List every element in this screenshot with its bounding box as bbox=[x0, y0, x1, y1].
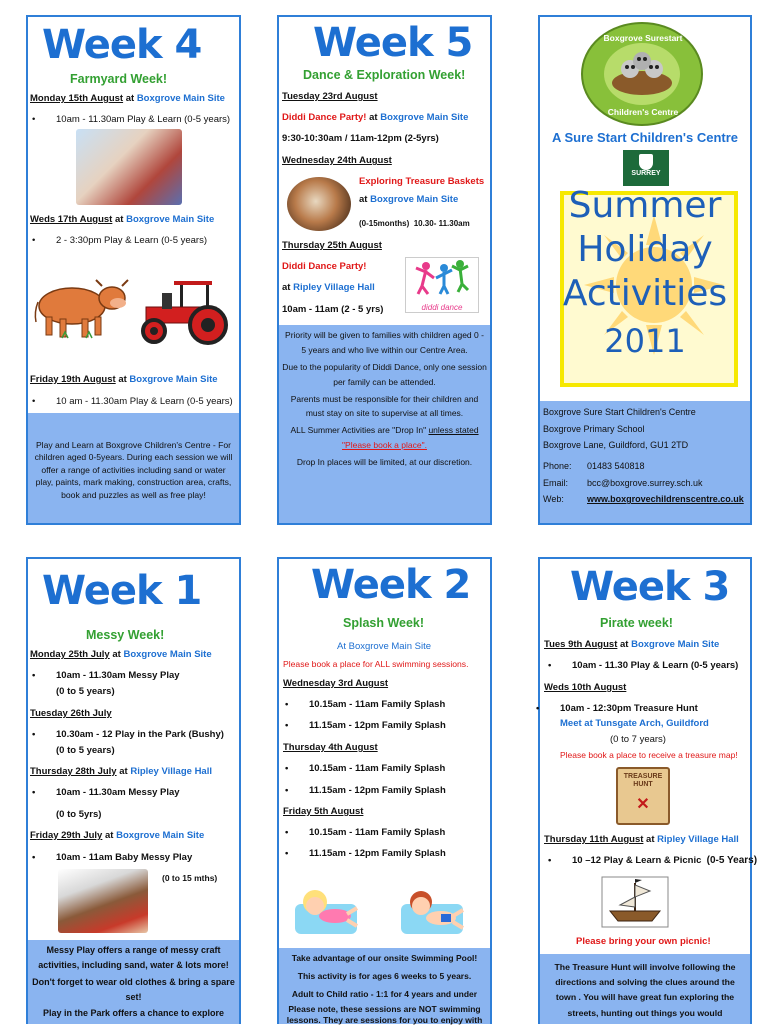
week1-friday-ages: (0 to 15 mths) bbox=[162, 873, 218, 883]
week4-title: Week 4 bbox=[42, 22, 202, 68]
week1-monday-ages: (0 to 5 years) bbox=[56, 686, 115, 697]
week4-footer: Play and Learn at Boxgrove Children's Centre - For children aged 0-5years. During each session we will offer a range of activities including sand or water play, paints, mark making, construction area, crafts, book and puzzles as well as free play! bbox=[28, 413, 239, 523]
week1-tuesday-time: • 10.30am - 12 Play in the Park (Bushy) bbox=[56, 729, 224, 740]
week5-tuesday: Tuesday 23rd August bbox=[282, 91, 378, 102]
web-link[interactable]: www.boxgrovechildrenscentre.co.uk bbox=[587, 494, 744, 505]
heading-year: 2011 bbox=[604, 322, 686, 360]
diddi-dance-logo-text: diddi dance bbox=[421, 303, 463, 312]
week5-thursday: Thursday 25th August bbox=[282, 240, 382, 251]
address-line-2: Boxgrove Primary School bbox=[543, 423, 645, 434]
week5-thursday-site: at Ripley Village Hall bbox=[282, 282, 375, 293]
week3-tuesday-time: • 10am - 11.30 Play & Learn (0-5 years) bbox=[572, 660, 738, 671]
play-learn-photo bbox=[76, 129, 182, 205]
week5-tuesday-times: 9:30-10:30am / 11am-12pm (2-5yrs) bbox=[282, 133, 439, 144]
week5-title: Week 5 bbox=[313, 20, 473, 66]
week4-wednesday: Weds 17th August at Boxgrove Main Site bbox=[30, 214, 215, 225]
week3-thursday-time: 10 –12 Play & Learn & Picnic (0-5 Years) bbox=[572, 855, 758, 866]
web-row: Web: www.boxgrovechildrenscentre.co.uk bbox=[543, 494, 744, 505]
week1-thursday-ages: (0 to 5yrs) bbox=[56, 809, 102, 820]
week1-friday-time: • 10am - 11am Baby Messy Play bbox=[56, 852, 192, 863]
diddi-dance-logo bbox=[405, 257, 479, 313]
swimmer-boy-illustration bbox=[399, 884, 465, 940]
treasure-basket-photo bbox=[287, 177, 351, 231]
week3-title: Week 3 bbox=[570, 564, 730, 610]
map-cross-icon: ✕ bbox=[636, 796, 650, 814]
surrey-logo bbox=[623, 150, 669, 186]
week2-panel bbox=[277, 557, 492, 1024]
email-row: Email: bcc@boxgrove.surrey.sch.uk bbox=[543, 477, 703, 488]
week1-footer: Messy Play offers a range of messy craft activities, including sand, water & lots more! Don't forget to wear old clothes & bring a spare set! Play in the Park offers a chance to explore bbox=[28, 940, 239, 1024]
week3-thursday: Thursday 11th August at Ripley Village Hall bbox=[544, 834, 739, 845]
week4-panel bbox=[26, 15, 241, 525]
logo-text-top: Boxgrove Surestart bbox=[603, 33, 683, 43]
week2-friday: Friday 5th August bbox=[283, 806, 364, 817]
surrey-crest-icon bbox=[639, 154, 653, 170]
week3-wednesday-ages: (0 to 7 years) bbox=[610, 734, 666, 745]
phone-row: Phone: 01483 540818 bbox=[543, 460, 645, 471]
week2-wednesday: Wednesday 3rd August bbox=[283, 678, 389, 689]
week5-wednesday-time: (0-15months) 10.30- 11.30am bbox=[359, 219, 470, 228]
messy-play-photo bbox=[58, 869, 148, 933]
week1-thursday-time: • 10am - 11.30am Messy Play bbox=[56, 787, 180, 798]
week1-thursday: Thursday 28th July at Ripley Village Hall bbox=[30, 766, 212, 777]
tractor-illustration bbox=[134, 275, 234, 347]
week4-theme: Farmyard Week! bbox=[70, 72, 168, 86]
week5-panel bbox=[277, 15, 492, 525]
week1-monday: Monday 25th July at Boxgrove Main Site bbox=[30, 649, 212, 660]
week2-footer: Take advantage of our onsite Swimming Pool! This activity is for ages 6 weeks to 5 years. Adult to Child ratio - 1:1 for 4 years and under Please note, these sessions are NOT swimming lessons. They are sessions for you to enjoy with bbox=[279, 948, 490, 1024]
email-link[interactable]: bcc@boxgrove.surrey.sch.uk bbox=[587, 477, 703, 488]
week2-booking-notice: Please book a place for ALL swimming sessions. bbox=[283, 659, 469, 669]
week5-tuesday-event: Diddi Dance Party! at Boxgrove Main Site bbox=[282, 112, 469, 123]
surrey-logo-text: SURREY bbox=[631, 170, 661, 177]
treasure-hunt-map bbox=[616, 767, 670, 825]
week2-friday-session1: • 10.15am - 11am Family Splash bbox=[309, 827, 445, 838]
week1-tuesday: Tuesday 26th July bbox=[30, 708, 112, 719]
week3-meeting-point: Meet at Tunsgate Arch, Guildford bbox=[560, 718, 709, 729]
address-line-3: Boxgrove Lane, Guildford, GU1 2TD bbox=[543, 440, 689, 451]
phone-number: 01483 540818 bbox=[587, 460, 645, 471]
cover-tagline: A Sure Start Children's Centre bbox=[551, 130, 739, 145]
week1-friday: Friday 29th July at Boxgrove Main Site bbox=[30, 830, 205, 841]
week3-panel bbox=[538, 557, 758, 1024]
week4-monday: Monday 15th August at Boxgrove Main Site bbox=[30, 93, 225, 104]
week1-tuesday-ages: (0 to 5 years) bbox=[56, 745, 115, 756]
week3-booking-notice: Please book a place to receive a treasure map! bbox=[560, 750, 738, 760]
week2-site: At Boxgrove Main Site bbox=[337, 641, 431, 652]
week2-thursday-session1: • 10.15am - 11am Family Splash bbox=[309, 763, 445, 774]
week5-wednesday-event: Exploring Treasure Baskets bbox=[359, 176, 485, 187]
week5-thursday-time: 10am - 11am (2 - 5 yrs) bbox=[282, 304, 384, 315]
logo-text-bottom: Children's Centre bbox=[607, 107, 679, 117]
week3-footer: The Treasure Hunt will involve following the directions and solving the clues around the town . You will have great fun exploring the streets, hunting out things you would bbox=[540, 954, 750, 1024]
week3-picnic-notice: Please bring your own picnic! bbox=[576, 936, 711, 947]
week1-theme: Messy Week! bbox=[86, 628, 165, 642]
week2-wednesday-session2: • 11.15am - 12pm Family Splash bbox=[309, 720, 446, 731]
heading-activities: Activities bbox=[562, 273, 728, 314]
cow-illustration bbox=[32, 272, 132, 344]
week1-monday-time: • 10am - 11.30am Messy Play bbox=[56, 670, 180, 681]
week1-panel bbox=[26, 557, 241, 1024]
week2-friday-session2: • 11.15am - 12pm Family Splash bbox=[309, 848, 446, 859]
heading-summer: Summer bbox=[568, 185, 722, 226]
week5-footer: Priority will be given to families with children aged 0 - 5 years and who live within our Centre Area. Due to the popularity of Diddi Dance, only one session per family can be attended. Parents must be responsible for their children and must stay on site to supervise at all times. ALL Summer Activities are "Drop In" unless stated "Please book a place". Drop In places will be limited, at our discretion. bbox=[279, 325, 490, 523]
week1-title: Week 1 bbox=[42, 568, 202, 614]
week2-thursday: Thursday 4th August bbox=[283, 742, 378, 753]
week3-theme: Pirate week! bbox=[600, 616, 673, 630]
week4-friday-time: • 10 am - 11.30am Play & Learn (0-5 years) bbox=[56, 396, 233, 407]
dancers-icon bbox=[406, 258, 478, 298]
week5-thursday-event: Diddi Dance Party! bbox=[282, 261, 367, 272]
week5-wednesday-site: at Boxgrove Main Site bbox=[359, 194, 459, 205]
heading-holiday: Holiday bbox=[577, 229, 713, 270]
week4-monday-time: • 10am - 11.30am Play & Learn (0-5 years) bbox=[56, 114, 230, 125]
week2-thursday-session2: • 11.15am - 12pm Family Splash bbox=[309, 785, 446, 796]
week5-wednesday: Wednesday 24th August bbox=[282, 155, 392, 166]
treasure-hunt-map-text: TREASURE HUNT bbox=[623, 773, 663, 788]
cover-contact-block bbox=[540, 401, 750, 523]
week3-tuesday: Tues 9th August at Boxgrove Main Site bbox=[544, 639, 720, 650]
week3-wednesday-time: • 10am - 12:30pm Treasure Hunt bbox=[560, 703, 698, 714]
pirate-ship-illustration bbox=[602, 877, 668, 927]
address-line-1: Boxgrove Sure Start Children's Centre bbox=[543, 407, 696, 417]
week2-title: Week 2 bbox=[311, 562, 471, 608]
swimmer-girl-illustration bbox=[293, 884, 359, 940]
week2-theme: Splash Week! bbox=[343, 616, 425, 630]
week2-wednesday-session1: • 10.15am - 11am Family Splash bbox=[309, 699, 445, 710]
week4-friday: Friday 19th August at Boxgrove Main Site bbox=[30, 374, 218, 385]
week5-theme: Dance & Exploration Week! bbox=[303, 68, 466, 82]
cover-panel bbox=[538, 15, 752, 525]
week4-wednesday-time: • 2 - 3:30pm Play & Learn (0-5 years) bbox=[56, 235, 207, 246]
week3-wednesday: Weds 10th August bbox=[544, 682, 627, 693]
